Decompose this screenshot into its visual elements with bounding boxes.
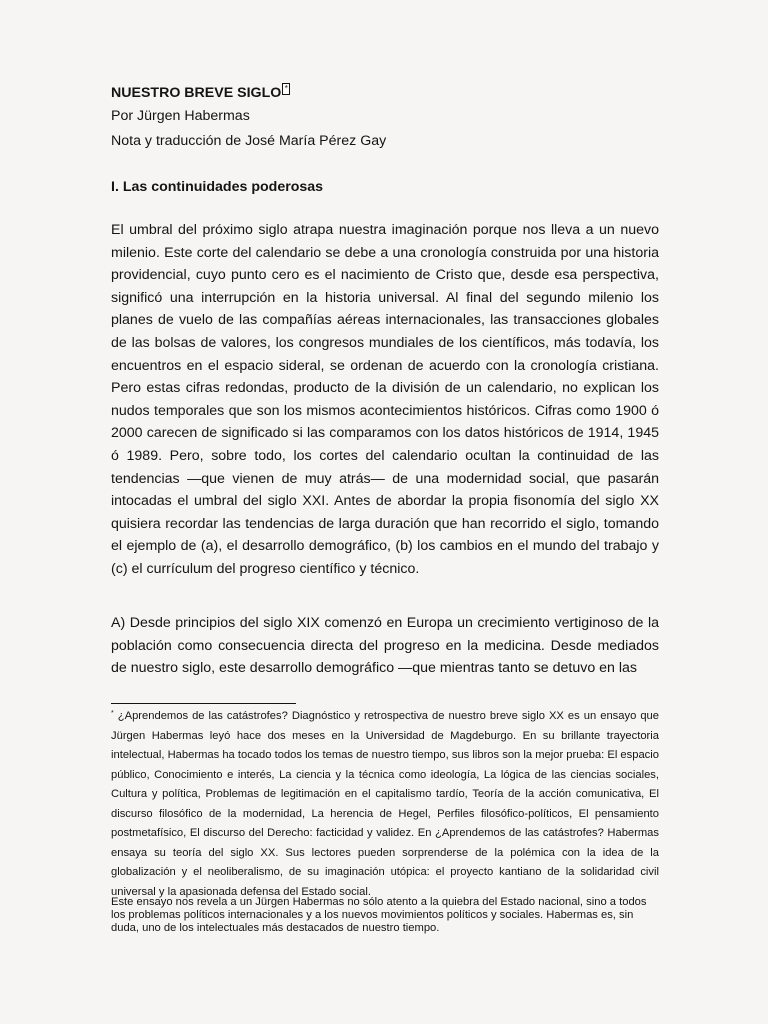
translator-line: Nota y traducción de José María Pérez Gay [111,133,387,149]
footnote-separator [111,703,296,704]
footnote-continuation: Este ensayo nos revela a un Jürgen Habermas no sólo atento a la quiebra del Estado nacional, sino a todos los problemas políticos internacionales y a los nuevos movimientos políticos y sociales. Habermas es, sin duda, uno de los intelectuales más destacados de nuestro tiempo. [111,896,647,935]
author-line: Por Jürgen Habermas [111,108,250,124]
footnote-marker-box[interactable]: * [282,83,290,95]
footnote-marker: * [111,710,114,717]
title-text: NUESTRO BREVE SIGLO [111,85,282,101]
document-title [111,83,290,103]
footnote-text: ¿Aprendemos de las catástrofes? Diagnóstico y retrospectiva de nuestro breve siglo XX es un ensayo que Jürgen Habermas leyó hace dos meses en la Universidad de Magdeburgo. En su brillante trayectoria intelectual, Habermas ha tocado todos los temas de nuestro tiempo, sus libros son la mejor prueba: El espacio público, Conocimiento e interés, La ciencia y la técnica como ideología, La lógica de las ciencias sociales, Cultura y política, Problemas de legitimación en el capitalismo tardío, Teoría de la acción comunicativa, El discurso filosófico de la modernidad, La herencia de Hegel, Perfiles filosófico-políticos, El pensamiento postmetafísico, El discurso del Derecho: facticidad y validez. En ¿Aprendemos de las catástrofes? Habermas ensaya su teoría del siglo XX. Sus lectores pueden sorprenderse de la polémica con la idea de la globalización y el neoliberalismo, de su imaginación utópica: el proyecto kantiano de la solidaridad civil universal y la apasionada defensa del Estado social. [111,710,660,898]
paragraph-demography: A) Desde principios del siglo XIX comenzó en Europa un crecimiento vertiginoso de la población como consecuencia directa del progreso en la medicina. Desde mediados de nuestro siglo, este desarrollo demográfico —que mientras tanto se detuvo en las [111,615,659,677]
section-heading: I. Las continuidades poderosas [111,179,324,195]
footnote [111,707,659,902]
paragraph-intro: El umbral del próximo siglo atrapa nuestra imaginación porque nos lleva a un nuevo milenio. Este corte del calendario se debe a una cronología construida por una historia providencial, cuyo punto cero es el nacimiento de Cristo que, desde esa perspectiva, significó una interrupción en la historia universal. Al final del segundo milenio los planes de vuelo de las compañías aéreas internacionales, las transacciones globales de las bolsas de valores, los congresos mundiales de los científicos, más todavía, los encuentros en el espacio sideral, se ordenan de acuerdo con la cronología cristiana. Pero estas cifras redondas, producto de la división de un calendario, no explican los nudos temporales que son los mismos acontecimientos históricos. Cifras como 1900 ó 2000 carecen de significado si las comparamos con los datos históricos de 1914, 1945 ó 1989. Pero, sobre todo, los cortes del calendario ocultan la continuidad de las tendencias —que vienen de muy atrás— de una modernidad social, que pasarán intocadas el umbral del siglo XXI. Antes de abordar la propia fisonomía del siglo XX quisiera recordar las tendencias de larga duración que han recorrido el siglo, tomando el ejemplo de (a), el desarrollo demográfico, (b) los cambios en el mundo del trabajo y (c) el currículum del progreso científico y técnico. [111,222,659,577]
